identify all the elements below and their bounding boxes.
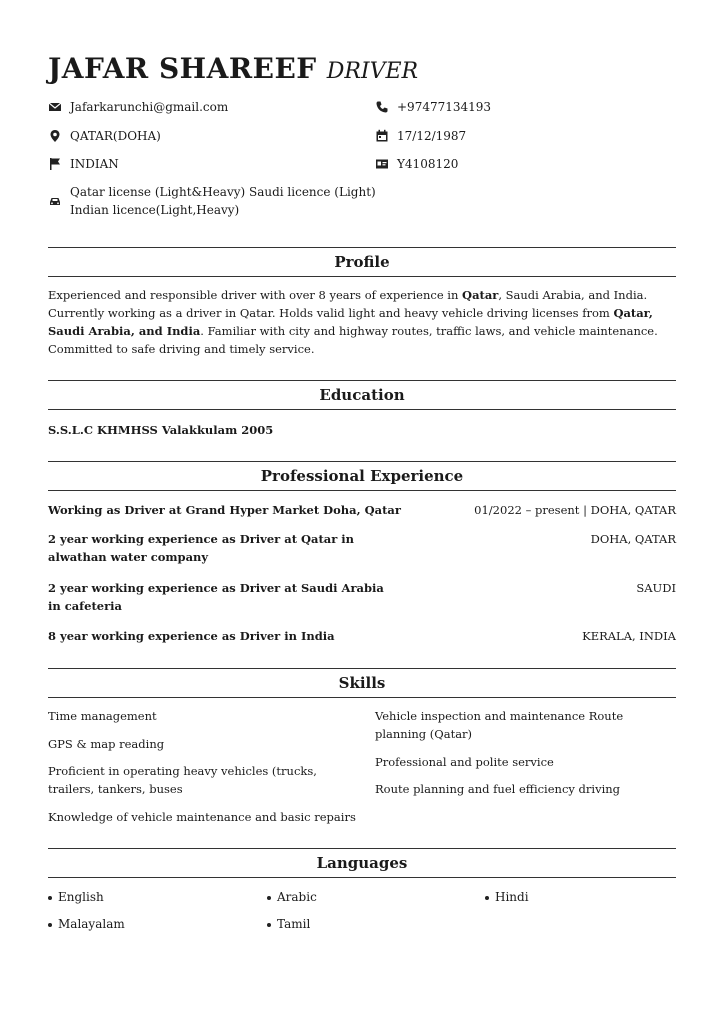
skill-item: Vehicle inspection and maintenance Route planning (Qatar)	[375, 709, 624, 741]
language-label: Malayalam	[58, 917, 125, 931]
experience-title: 2 year working experience as Driver at Saudi Arabia in cafeteria	[48, 581, 384, 613]
contact-license	[48, 183, 376, 221]
profile-text-1: Experienced and responsible driver with over 8 years of experience in	[48, 288, 463, 302]
experience-meta: KERALA, INDIA	[582, 629, 676, 643]
section-languages-heading: Languages	[48, 848, 676, 878]
bullet-icon	[267, 896, 271, 900]
experience-title: 8 year working experience as Driver in India	[48, 629, 335, 643]
license-line-2: Indian licence(Light,Heavy)	[70, 203, 240, 217]
skill-item: Time management	[48, 709, 157, 723]
language-item	[267, 888, 317, 906]
id-text: Y4108120	[397, 157, 459, 171]
skill-item: Professional and polite service	[375, 755, 554, 769]
bullet-icon	[48, 923, 52, 927]
bullet-icon	[485, 896, 489, 900]
envelope-icon	[48, 100, 62, 114]
profile-text-3: . Familiar with city and highway routes, traffic laws, and vehicle maintenance. Committed to safe driving and timely service.	[48, 324, 658, 356]
section-profile-heading: Profile	[48, 247, 676, 277]
experience-title: 2 year working experience as Driver at Qatar in alwathan water company	[48, 532, 355, 564]
calendar-icon	[375, 129, 389, 143]
section-education-heading: Education	[48, 380, 676, 410]
bullet-icon	[48, 896, 52, 900]
skill-item: Knowledge of vehicle maintenance and basic repairs	[48, 810, 356, 824]
language-item	[485, 888, 529, 906]
dob-text: 17/12/1987	[397, 129, 467, 143]
email-text: Jafarkarunchi@gmail.com	[70, 100, 229, 114]
language-item	[48, 915, 125, 933]
section-skills-heading: Skills	[48, 668, 676, 698]
experience-title: Working as Driver at Grand Hyper Market Doha, Qatar	[48, 503, 401, 517]
license-line-1: Qatar license (Light&Heavy) Saudi licence (Light)	[70, 185, 376, 199]
skill-item: GPS & map reading	[48, 737, 165, 751]
location-text: QATAR(DOHA)	[70, 129, 161, 143]
phone-icon	[375, 100, 389, 114]
section-experience-heading: Professional Experience	[48, 461, 676, 491]
skill-item: Route planning and fuel efficiency driving	[375, 782, 621, 796]
candidate-title: DRIVER	[326, 59, 419, 84]
language-label: Tamil	[277, 917, 311, 931]
candidate-name: JAFAR SHAREEF	[48, 52, 317, 85]
id-card-icon	[375, 157, 389, 171]
language-item	[48, 888, 104, 906]
experience-meta: 01/2022 – present | DOHA, QATAR	[474, 503, 676, 517]
language-item	[267, 915, 310, 933]
profile-bold-1: Qatar	[462, 288, 499, 302]
language-label: Arabic	[277, 890, 317, 904]
bullet-icon	[267, 923, 271, 927]
profile-summary	[48, 286, 676, 358]
car-icon	[48, 194, 62, 208]
phone-text: +97477134193	[397, 100, 492, 114]
profile-bold-2: Qatar, Saudi Arabia, and India	[48, 306, 653, 338]
nationality-text: INDIAN	[70, 157, 119, 171]
resume-header	[48, 52, 418, 85]
skill-item: Proficient in operating heavy vehicles (trucks, trailers, tankers, buses	[48, 764, 317, 796]
education-entry: S.S.L.C KHMHSS Valakkulam 2005	[48, 423, 274, 437]
profile-text-2: , Saudi Arabia, and India. Currently working as a driver in Qatar. Holds valid light and heavy vehicle driving licenses from	[48, 288, 648, 320]
experience-meta: SAUDI	[636, 581, 676, 595]
language-label: Hindi	[495, 890, 529, 904]
language-label: English	[58, 890, 104, 904]
experience-meta: DOHA, QATAR	[590, 532, 676, 546]
flag-icon	[48, 157, 62, 171]
map-pin-icon	[48, 129, 62, 143]
